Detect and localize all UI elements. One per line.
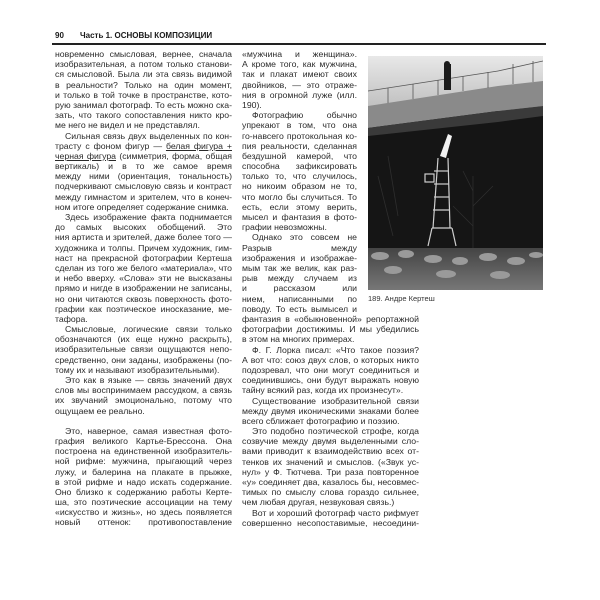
text-line: Оно близко к содержанию работы Керте- (55, 486, 232, 497)
text-segment: (симметрия, форма, общая (115, 150, 232, 161)
paragraph (55, 324, 232, 375)
paragraph (242, 49, 357, 110)
text-line: сделан из того же белого «материала», что (55, 262, 232, 273)
text-line: в этой рифме и надо искать содержание. (55, 476, 232, 487)
text-line: А кроме того, как мужчина, (242, 59, 357, 70)
paragraph (242, 508, 419, 528)
text-line: но никоим образом не то, (242, 181, 357, 192)
paragraph (55, 49, 232, 131)
text-line: средственно, они заданы, изображены (по- (55, 354, 232, 365)
text-line: что могло бы случиться. То (242, 191, 357, 202)
text-line: вертикаль) и в то же самое время (55, 161, 232, 172)
text-line: Сильная связь двух выделенных по кон- (65, 130, 232, 141)
text-line: подчеркивают смысловую связь и контраст (55, 181, 232, 192)
text-line: ной рифме: мужчина, прыгающий через (55, 456, 232, 467)
paragraph (242, 232, 357, 314)
text-line: тому их и называют изобразительными). (55, 364, 220, 375)
text-line (55, 141, 232, 151)
paragraph (242, 426, 419, 508)
text-line: только то, что случилось, (242, 171, 357, 182)
middle-text-column-lower (242, 314, 419, 528)
text-line: и только в той точке в пространстве, кото- (55, 89, 232, 100)
text-line: наст на прекрасной фотографии Кертеша (55, 252, 232, 263)
text-segment: трасту с фоном фигур — (55, 140, 166, 151)
text-line: вами приводит к взаимодействию всех от- (242, 446, 419, 457)
figure-photo-gymnast-on-ladder (368, 56, 543, 290)
text-line: графия великого Картье-Брессона. Она (55, 435, 232, 446)
text-line: подозревал, что они могут соединиться и (242, 364, 419, 375)
text-line: ния в огромной луже (илл. (242, 89, 357, 100)
text-line: фантазия в «обыкновенной» репортажной (242, 314, 419, 324)
text-line: Существование изобразительной связи (252, 395, 419, 406)
text-line: Это подобно поэтической строфе, когда (252, 426, 419, 437)
text-line: их звучаний эмоционально, потому что (55, 395, 232, 406)
underlined-phrase: черная фигура (55, 150, 116, 161)
text-line: поводу. То есть вымысел и (242, 303, 357, 314)
text-line: фотографии достижимы. И мы убедились (242, 324, 419, 335)
underlined-phrase: белая фигура + (165, 140, 232, 151)
text-line: Фотографию обычно (252, 110, 357, 121)
text-line: нием, написанными по (242, 293, 357, 304)
text-line: го-навсего протокольная ко- (242, 130, 357, 141)
text-line: Здесь изображение факта поднимается (65, 212, 232, 222)
text-line: «мужчина и женщина». (242, 49, 357, 59)
text-line: и небо вверху. «Слова» эти не высказаны (55, 273, 232, 284)
text-line: между ними (ориентация, тональность) (55, 171, 232, 182)
text-line: тенков их значений и смыслов. («Звук ус- (242, 456, 419, 467)
text-line: созвучие между двумя выделенными сло- (242, 436, 419, 447)
text-line: Это, наверное, самая известная фото- (65, 425, 232, 436)
text-line: Ф. Г. Лорка писал: «Что такое поэзия? (252, 344, 419, 355)
text-line: новый оттенок: противопоставление (55, 517, 232, 528)
text-line: всего сближает фотографию и поэзию. (242, 415, 400, 426)
text-line: Смысловые, логические связи только (65, 324, 232, 335)
text-line: Однако это совсем не (252, 232, 357, 243)
text-line: ном итоге определяет содержание снимка. (55, 201, 229, 212)
text-line: ся смысловой. Была ли эта связь видимой (55, 69, 232, 80)
left-text-column (55, 49, 232, 528)
text-line: в этом на многих примерах. (242, 334, 355, 345)
paragraph (55, 131, 232, 213)
text-line: чем любая другая, незвуковая связь.) (242, 497, 395, 508)
text-line: изобразительные связи ощущаются непо- (55, 344, 232, 355)
text-line: графии как поэтическое иносказание, ме- (55, 303, 232, 314)
page-number: 90 (55, 31, 64, 40)
text-line: зать, что такого сопоставления никто кро- (55, 110, 232, 121)
text-line: между гимнастом и зрителем, что в конеч- (55, 191, 232, 202)
chapter-title: Часть 1. ОСНОВЫ КОМПОЗИЦИИ (80, 31, 213, 40)
text-line: ния артиста и зрителей, даже более того — (55, 232, 232, 243)
middle-text-column-upper (242, 49, 357, 314)
figure-caption: 189. Андре Кертеш (368, 294, 435, 303)
text-line: Разрыв между (242, 242, 357, 253)
paragraph (242, 110, 357, 232)
paragraph (55, 375, 232, 416)
text-line: рую занимал фотограф. То есть можно ска- (55, 99, 232, 110)
text-line: упрекают в том, что она (242, 120, 357, 131)
text-line: совершенно несопоставимые, несоедини- (242, 517, 419, 528)
text-line: прямо и нигде в изображении не записаны, (55, 283, 232, 294)
text-line (55, 151, 232, 161)
text-line: тафора. (55, 313, 88, 324)
text-line: художника и толпы. Причем художник, гим- (55, 242, 232, 253)
text-line: построена на единственной изобразитель- (55, 446, 232, 457)
text-line: тимых по смыслу слова гораздо сильнее, (242, 487, 419, 498)
text-line: до самых высоких обобщений. Это (55, 222, 232, 233)
text-line: мым так же велик, как раз- (242, 262, 357, 273)
paragraph (242, 396, 419, 427)
text-line: ме него не видел и не представлял. (55, 120, 200, 131)
text-line: и рассказом или (242, 283, 357, 294)
text-line: пия реальности, сделанная (242, 140, 357, 151)
text-line: обозначаются (их еще нужно раскрыть), (55, 334, 232, 345)
text-line: изобразительная, а потом только станови- (55, 59, 232, 70)
text-line: рыв между случаем из (242, 273, 357, 284)
running-header (55, 31, 213, 40)
paragraph (242, 345, 419, 396)
paragraph (55, 426, 232, 528)
text-line: изображения и изображае- (242, 252, 357, 263)
text-line: в реальности? Только на один момент, (55, 79, 232, 90)
text-line: Вот и хороший фотограф часто рифмует (252, 507, 419, 518)
text-line: А вот что: союз двух слов, о которых никто (242, 354, 419, 365)
paragraph (55, 212, 232, 324)
text-line: лужу, и балерина на плакате в прыжке, (55, 466, 232, 477)
text-line: но они читаются сквозь поверхность фото- (55, 293, 232, 304)
text-line: новременно смысловая, вернее, сначала (55, 49, 232, 59)
text-line: соединившись, они будут выражать новую (242, 375, 419, 386)
text-line: слов мы воспринимаем рассудком, а связь (55, 385, 232, 396)
text-line: графии невозможны. (242, 222, 327, 233)
text-line: «искусство и жизнь», но здесь появляется (55, 507, 232, 518)
text-line: между двумя иконическими знаками более (242, 405, 419, 416)
text-line: тайну всякий раз, когда их произнесут». (242, 385, 404, 396)
paragraph (242, 314, 419, 345)
text-line: Это как в языке — связь значений двух (65, 375, 232, 385)
text-line: двойников, — это отраже- (242, 79, 357, 90)
text-line: ша, это поэтические ассоциации на тему (55, 497, 232, 508)
text-line: мысел и фантазия в фото- (242, 212, 357, 222)
text-line: нул» у Ф. Тютчева. Три раза повторенное (242, 466, 419, 477)
text-line: ощущаем ее реально. (55, 405, 145, 416)
text-line: есть, если этому верить, (242, 201, 357, 212)
text-line: бездушной камерой, что (242, 150, 357, 161)
text-line: способна зафиксировать (242, 161, 357, 172)
text-line: «у» соединяет два, казалось бы, несовмес- (242, 477, 419, 487)
header-rule (52, 43, 546, 45)
text-line: так и плакат имеют своих (242, 69, 357, 80)
text-line: 190). (242, 99, 262, 110)
